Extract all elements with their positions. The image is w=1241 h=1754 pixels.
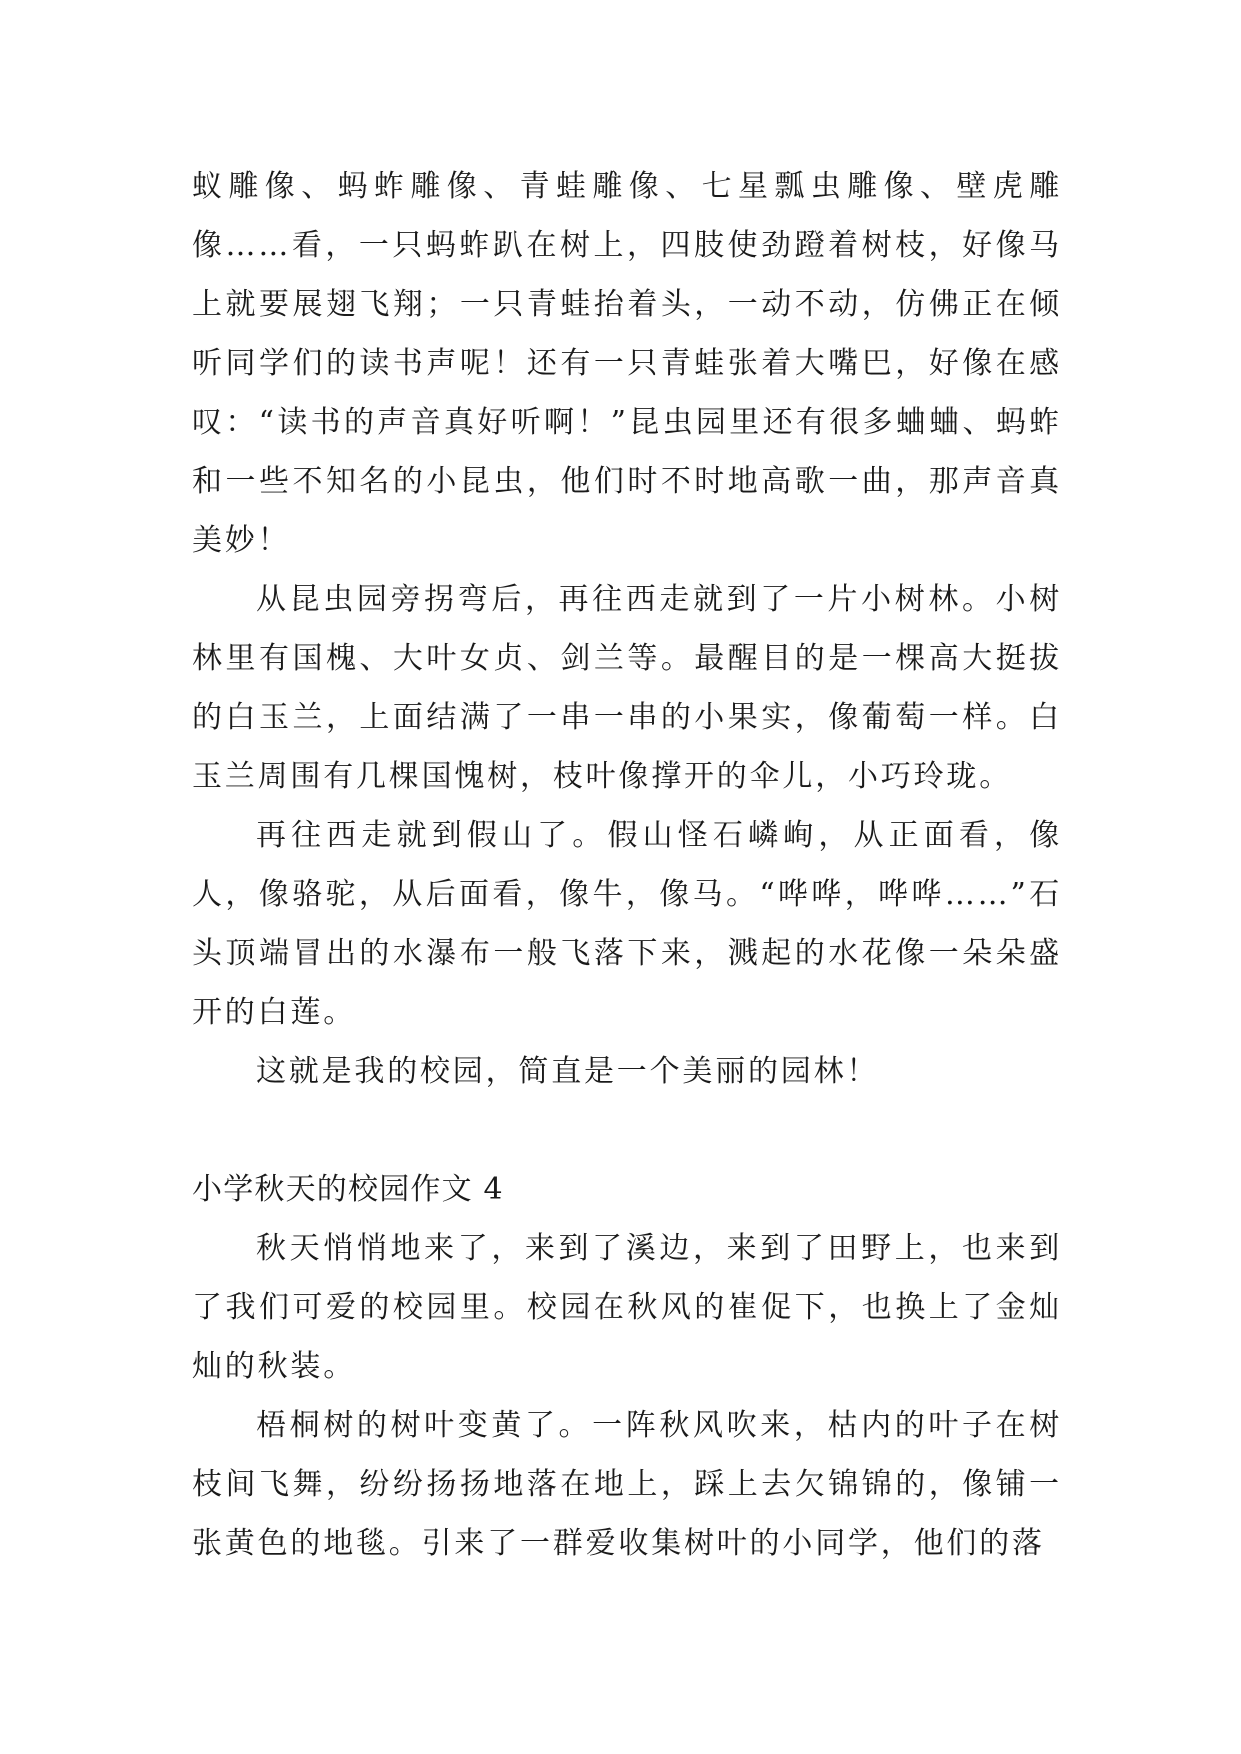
paragraph-grove: 从昆虫园旁拐弯后，再往西走就到了一片小树林。小树林里有国槐、大叶女贞、剑兰等。最醒目的是一棵高大挺拔的白玉兰，上面结满了一串一串的小果实，像葡萄一样。白玉兰周围有几棵国愧树，枝叶像撑开的伞儿，小巧玲珑。 [192, 582, 1062, 794]
section-spacer [192, 1101, 1062, 1160]
paragraph-insect-statues: 蚁雕像、蚂蚱雕像、青蛙雕像、七星瓢虫雕像、壁虎雕像……看，一只蚂蚱趴在树上，四肢使劲蹬着树枝，好像马上就要展翅飞翔；一只青蛙抬着头，一动不动，仿佛正在倾听同学们的读书声呢！还有一只青蛙张着大嘴巴，好像在感叹：“读书的声音真好听啊！”昆虫园里还有很多蛐蛐、蚂蚱和一些不知名的小昆虫，他们时不时地高歌一曲，那声音真美妙！ [192, 169, 1062, 558]
paragraph-rockery: 再往西走就到假山了。假山怪石嶙峋，从正面看，像人，像骆驼，从后面看，像牛，像马。“哗哗，哗哗……”石头顶端冒出的水瀑布一般飞落下来，溅起的水花像一朵朵盛开的白莲。 [192, 818, 1062, 1030]
paragraph-autumn-arrives: 秋天悄悄地来了，来到了溪边，来到了田野上，也来到了我们可爱的校园里。校园在秋风的崔促下，也换上了金灿灿的秋装。 [192, 1231, 1062, 1384]
paragraph-closing: 这就是我的校园，简直是一个美丽的园林！ [256, 1054, 880, 1089]
document-body [192, 157, 1062, 1573]
section-title: 小学秋天的校园作文 4 [192, 1172, 504, 1207]
paragraph-wutong-leaves: 梧桐树的树叶变黄了。一阵秋风吹来，枯内的叶子在树枝间飞舞，纷纷扬扬地落在地上，踩上去欠锦锦的，像铺一张黄色的地毯。引来了一群爱收集树叶的小同学，他们的落 [192, 1408, 1062, 1561]
